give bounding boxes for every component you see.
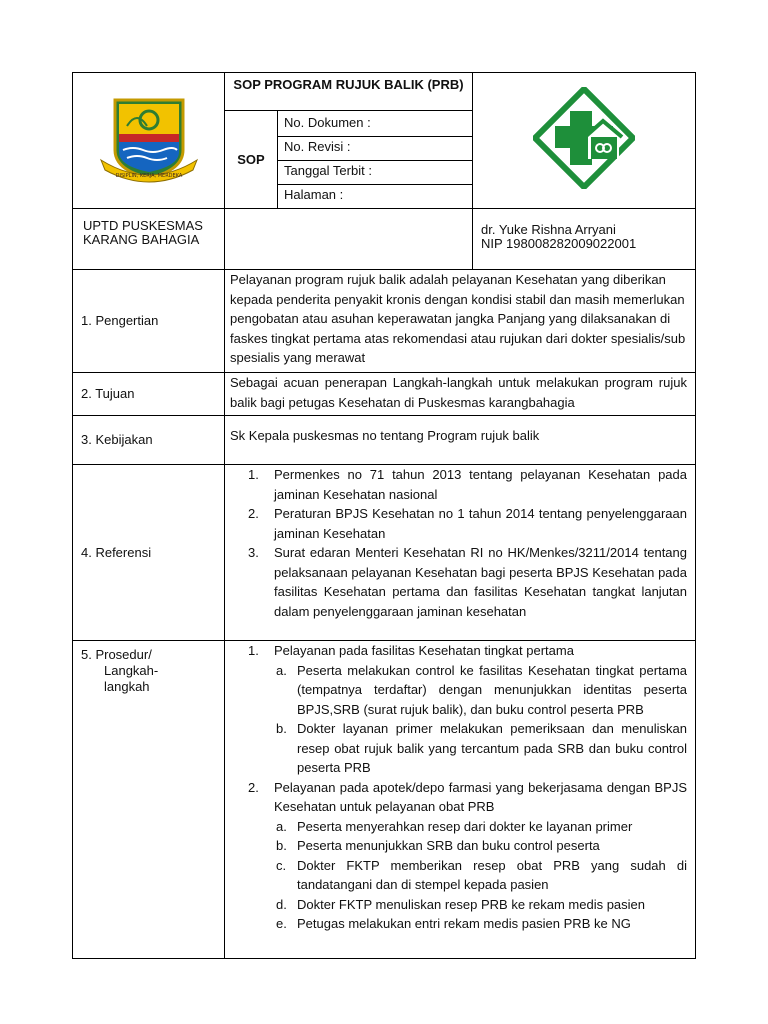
field-tanggal-terbit: Tanggal Terbit :: [278, 161, 472, 185]
sublist-text: Peserta melakukan control ke fasilitas Kesehatan tingkat pertama (tempatnya terdaftar) dengan menunjukkan identitas peserta BPJS,SRB (surat rujuk balik), dan buku control peserta PRB: [297, 662, 687, 717]
regional-emblem-motto: DISIPLIN, KERJA, MERDEKA: [115, 172, 182, 179]
uptd-cell: [73, 209, 225, 270]
sublist-text: Petugas melakukan entri rekam medis pasien PRB ke NG: [297, 916, 631, 931]
list-number: 2.: [248, 779, 259, 795]
sublist-item: [274, 836, 687, 856]
prosedur-label-line2: Langkah-: [104, 663, 159, 678]
sublist-letter: e.: [276, 916, 287, 931]
title-cell: [225, 73, 473, 209]
sublist-item: [274, 661, 687, 720]
uptd-line1: UPTD PUSKESMAS: [83, 218, 203, 233]
regional-emblem-icon: [97, 90, 201, 186]
sublist-item: [274, 895, 687, 915]
kebijakan-text: Sk Kepala puskesmas no tentang Program rujuk balik: [225, 416, 696, 465]
sop-document: [72, 72, 695, 959]
empty-cell: [225, 209, 473, 270]
sublist-text: Dokter FKTP memberikan resep obat PRB yang sudah di tandatangani dan di stempel kepada pasien: [297, 857, 687, 892]
signatory-nip: NIP 198008282009022001: [481, 236, 637, 251]
list-number: 1.: [248, 467, 259, 482]
prosedur-content: [225, 641, 696, 959]
field-no-dokumen: No. Dokumen :: [278, 113, 472, 137]
tujuan-label: 2. Tujuan: [73, 373, 225, 416]
prosedur-label-line3: langkah: [104, 679, 150, 694]
sublist-text: Dokter layanan primer melakukan pemeriksaan dan menuliskan resep obat rujuk balik yang tercantum pada SRB dan buku control peserta PRB: [297, 721, 687, 775]
sublist-letter: c.: [276, 857, 287, 873]
list-item: [230, 465, 687, 504]
sublist-item: [274, 719, 687, 778]
field-no-revisi: No. Revisi :: [278, 137, 472, 161]
referensi-list: [230, 465, 687, 621]
list-number: 3.: [248, 545, 259, 560]
sublist-text: Peserta menyerahkan resep dari dokter ke layanan primer: [297, 818, 633, 834]
sublist-item: [274, 856, 687, 895]
list-item: [230, 641, 687, 778]
sublist-letter: b.: [276, 721, 287, 736]
regional-logo-cell: [73, 73, 225, 209]
sublist-letter: b.: [276, 838, 287, 853]
sublist-text: Dokter FKTP menuliskan resep PRB ke rekam medis pasien: [297, 896, 646, 912]
sublist-item: [274, 817, 687, 837]
signatory-name: dr. Yuke Rishna Arryani: [481, 222, 616, 237]
list-text: Pelayanan pada fasilitas Kesehatan tingkat pertama: [274, 643, 574, 658]
pengertian-label: 1. Pengertian: [73, 270, 225, 373]
puskesmas-logo-cell: [473, 73, 696, 209]
field-halaman: Halaman :: [284, 187, 344, 202]
referensi-label: 4. Referensi: [73, 465, 225, 641]
prosedur-sublist: [274, 817, 687, 934]
list-item: [230, 778, 687, 934]
list-text: Pelayanan pada apotek/depo farmasi yang bekerjasama dengan BPJS Kesehatan untuk pelayanan obat PRB: [274, 779, 687, 814]
sop-label: SOP: [225, 111, 278, 208]
signatory-cell: [473, 209, 696, 270]
pengertian-text: Pelayanan program rujuk balik adalah pelayanan Kesehatan yang diberikan kepada penderita penyakit kronis dengan kondisi stabil dan masih memerlukan pengobatan atau asuhan keperawatan jangka Panjang yang dilaksanakan di faskes tingkat pertama atas rekomendasi atau rujukan dari dokter spesialis/sub spesialis yang merawat: [225, 270, 696, 373]
sublist-letter: d.: [276, 896, 287, 912]
list-number: 1.: [248, 643, 259, 658]
list-text: Surat edaran Menteri Kesehatan RI no HK/Menkes/3211/2014 tentang pelaksanaan pelayanan Kesehatan bagi peserta BPJS Kesehatan pada fasilitas Kesehatan pertama dan fasilitas Kesehatan tangkat lanjutan dalam penyelenggaraan jaminan kesehatan: [274, 545, 687, 619]
sublist-text: Peserta menunjukkan SRB dan buku control peserta: [297, 838, 600, 853]
sublist-letter: a.: [276, 818, 287, 834]
uptd-line2: KARANG BAHAGIA: [83, 232, 200, 247]
kebijakan-label: 3. Kebijakan: [73, 416, 225, 465]
prosedur-sublist: [274, 661, 687, 778]
referensi-content: [225, 465, 696, 641]
tujuan-text: Sebagai acuan penerapan Langkah-langkah untuk melakukan program rujuk balik bagi petugas Kesehatan di Puskesmas karangbahagia: [225, 373, 696, 416]
prosedur-label-line1: 5. Prosedur/: [81, 647, 152, 662]
prosedur-list: [230, 641, 687, 934]
list-number: 2.: [248, 506, 259, 521]
prosedur-label-cell: [73, 641, 225, 959]
puskesmas-cross-icon: [533, 87, 635, 189]
list-text: Peraturan BPJS Kesehatan no 1 tahun 2014 tentang penyelenggaraan jaminan Kesehatan: [274, 506, 687, 541]
sublist-letter: a.: [276, 662, 287, 678]
sublist-item: [274, 914, 687, 934]
list-item: [230, 543, 687, 621]
list-item: [230, 504, 687, 543]
document-title: SOP PROGRAM RUJUK BALIK (PRB): [225, 73, 472, 111]
list-text: Permenkes no 71 tahun 2013 tentang pelayanan Kesehatan pada jaminan Kesehatan nasional: [274, 467, 687, 502]
